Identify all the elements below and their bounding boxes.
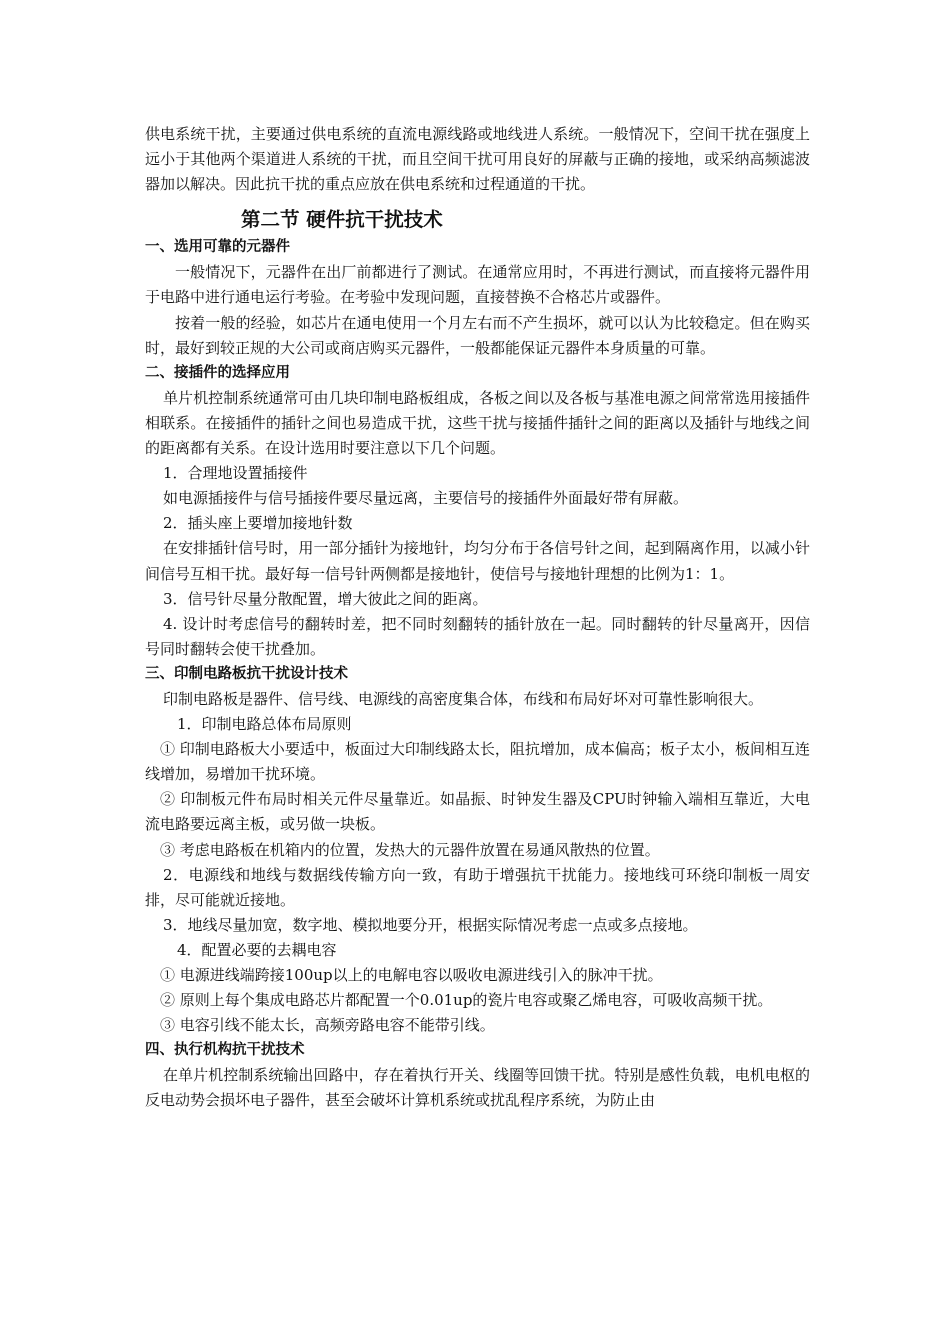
list-item: ① 电源进线端跨接100up以上的电解电容以吸收电源进线引入的脉冲干扰。 <box>160 966 663 984</box>
intro-paragraph: 供电系统干扰，主要通过供电系统的直流电源线路或地线进人系统。一般情况下，空间干扰在强度上远小于其他两个渠道进人系统的干扰，而且空间干扰可用良好的屏蔽与正确的接地，或采纳高频滤波器加以解决。因此抗干扰的重点应放在供电系统和过程通道的干扰。 <box>145 125 810 194</box>
heading-connectors: 二、接插件的选择应用 <box>145 364 290 381</box>
paragraph: 单片机控制系统通常可由几块印制电路板组成，各板之间以及各板与基准电源之间常常选用接插件相联系。在接插件的插针之间也易造成干扰，这些干扰与接插件插针之间的距离以及插针与地线之间的距离都有关系。在设计选用时要注意以下几个问题。 <box>145 388 810 458</box>
paragraph: 在单片机控制系统输出回路中，存在着执行开关、线圈等回馈干扰。特别是感性负载，电机电枢的反电动势会损坏电子器件，甚至会破坏计算机系统或扰乱程序系统，为防止由 <box>145 1066 810 1110</box>
list-item: 2．插头座上要增加接地针数 <box>163 514 353 533</box>
heading-actuators: 四、执行机构抗干扰技术 <box>145 1042 305 1059</box>
list-item: 4．配置必要的去耦电容 <box>177 940 337 959</box>
list-item: ② 原则上每个集成电路芯片都配置一个0.01up的瓷片电容或聚乙烯电容，可吸收高频干扰。 <box>160 991 773 1010</box>
paragraph: 一般情况下，元器件在出厂前都进行了测试。在通常应用时，不再进行测试，而直接将元器件用于电路中进行通电运行考验。在考验中发现问题，直接替换不合格芯片或器件。 <box>145 263 810 307</box>
list-item: 1．印制电路总体布局原则 <box>177 715 352 734</box>
list-item: 2．电源线和地线与数据线传输方向一致，有助于增强抗干扰能力。接地线可环绕印制板一周安排，尽可能就近接地。 <box>145 865 810 909</box>
paragraph: 如电源插接件与信号插接件要尽量远离，主要信号的接插件外面最好带有屏蔽。 <box>163 489 689 508</box>
paragraph: 按着一般的经验，如芯片在通电使用一个月左右而不产生损坏，就可以认为比较稳定。但在购买时，最好到较正规的大公司或商店购买元器件，一般都能保证元器件本身质量的可靠。 <box>145 313 810 357</box>
list-item: ③ 电容引线不能太长，高频旁路电容不能带引线。 <box>160 1016 495 1035</box>
list-item: 4. 设计时考虑信号的翻转时差，把不同时刻翻转的插针放在一起。同时翻转的针尽量离开，因信号同时翻转会使干扰叠加。 <box>145 614 810 658</box>
heading-reliable-components: 一、选用可靠的元器件 <box>145 239 290 256</box>
list-item: ① 印制电路板大小要适中，板面过大印制线路太长，阻抗增加，成本偏高；板子太小，板间相互连线增加，易增加干扰环境。 <box>145 740 810 784</box>
paragraph: 印制电路板是器件、信号线、电源线的高密度集合体，布线和布局好坏对可靠性影响很大。 <box>163 689 764 708</box>
section-title: 第二节 硬件抗干扰技术 <box>241 208 443 232</box>
list-item: 3．信号针尽量分散配置，增大彼此之间的距离。 <box>163 589 488 608</box>
list-item: ② 印制板元件布局时相关元件尽量靠近。如晶振、时钟发生器及CPU时钟输入端相互靠近，大电流电路要远离主板，或另做一块板。 <box>145 790 810 834</box>
document-page <box>145 122 810 1114</box>
list-item: ③ 考虑电路板在机箱内的位置，发热大的元器件放置在易通风散热的位置。 <box>160 840 660 859</box>
paragraph: 在安排插针信号时，用一部分插针为接地针，均匀分布于各信号针之间，起到隔离作用，以减小针间信号互相干扰。最好每一信号针两侧都是接地针，使信号与接地针理想的比例为1：1。 <box>145 539 810 583</box>
heading-pcb-design: 三、印制电路板抗干扰设计技术 <box>145 665 348 682</box>
list-item: 3．地线尽量加宽，数字地、模拟地要分开，根据实际情况考虑一点或多点接地。 <box>163 915 698 934</box>
list-item: 1．合理地设置插接件 <box>163 464 308 483</box>
